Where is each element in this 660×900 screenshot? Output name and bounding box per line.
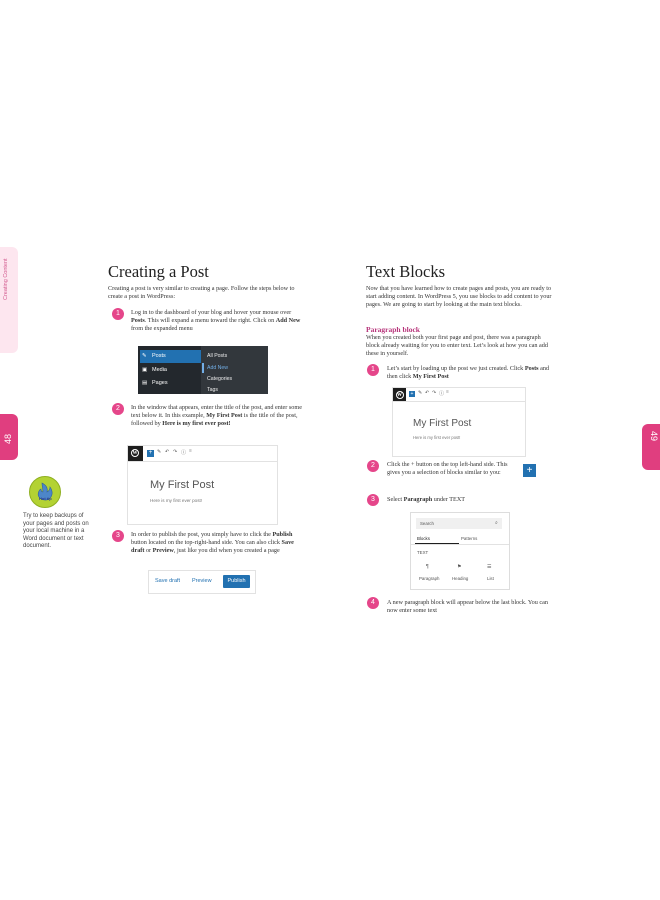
info-icon[interactable]: ⓘ <box>181 451 187 456</box>
list-icon: ☰ <box>487 564 492 570</box>
submenu-tags[interactable]: Tags <box>207 387 218 393</box>
add-block-button[interactable]: + <box>410 391 414 397</box>
editor-screenshot-left <box>127 445 278 525</box>
hot-tip-badge <box>29 476 61 508</box>
intro-right: Now that you have learned how to create pages and posts, you are ready to start adding content. In WordPress 5, you use blocks to add content to your pages. We are going to start by looking at the main text blocks. <box>366 285 552 308</box>
posts-highlight <box>140 350 203 363</box>
block-inserter-panel <box>410 512 510 590</box>
post-title[interactable]: My First Post <box>150 479 215 491</box>
sub-intro: When you created both your first page and post, there was a paragraph block already waiting for you to enter text. Let’s look at how you can add these in yourself. <box>366 334 548 357</box>
step-text: Select Paragraph under TEXT <box>387 496 466 503</box>
block-heading[interactable]: Heading <box>452 576 469 581</box>
wordpress-icon: W <box>397 392 402 398</box>
menu-item-pages[interactable]: Pages <box>152 380 168 386</box>
step-text: A new paragraph block will appear below the last block. You can now enter some text <box>387 599 549 614</box>
list-view-icon[interactable]: ≡ <box>189 449 192 454</box>
tab-blocks[interactable]: Blocks <box>417 536 430 541</box>
edit-icon[interactable]: ✎ <box>157 450 162 455</box>
undo-icon[interactable]: ↶ <box>425 391 430 396</box>
block-list[interactable]: List <box>487 576 494 581</box>
wp-posts-submenu <box>201 346 268 394</box>
save-draft-button[interactable]: Save draft <box>155 578 181 584</box>
preview-button[interactable]: Preview <box>192 578 212 584</box>
menu-item-posts[interactable]: Posts <box>152 353 166 359</box>
step-text: Let’s start by loading up the post we just created. Click Posts and then click My First Post <box>387 365 550 380</box>
post-title[interactable]: My First Post <box>413 418 472 429</box>
search-icon: ⌕ <box>495 520 498 526</box>
redo-icon[interactable]: ↷ <box>173 450 178 455</box>
tab-patterns[interactable]: Patterns <box>461 536 478 541</box>
section-label: Creating Content <box>3 258 9 300</box>
wordpress-icon: W <box>132 451 138 456</box>
step-number: 2 <box>367 460 379 472</box>
add-block-button[interactable]: + <box>148 450 153 456</box>
redo-icon[interactable]: ↷ <box>432 391 437 396</box>
page-number-right: 49 <box>649 430 659 441</box>
info-icon[interactable]: ⓘ <box>439 392 445 397</box>
list-view-icon[interactable]: ≡ <box>446 390 449 395</box>
hot-tip-label: Hot tip <box>39 496 52 501</box>
subheading-paragraph-block: Paragraph block <box>366 325 420 334</box>
post-body-text[interactable]: Here is my first ever post! <box>413 435 461 440</box>
media-icon: ▣ <box>142 367 148 373</box>
block-paragraph[interactable]: Paragraph <box>419 576 440 581</box>
pages-icon: ▤ <box>142 380 148 386</box>
step-number: 4 <box>367 597 379 609</box>
inserter-plus-button[interactable]: + <box>523 464 536 477</box>
page-title-right: Text Blocks <box>366 262 446 281</box>
step-text: In the window that appears, enter the title of the post, and enter some text below it. In this example, My First Post is the title of the post, followed by Here is my first ever post! <box>131 404 302 427</box>
step-text: Log in to the dashboard of your blog and hover your mouse over Posts. This will expand a menu toward the right. Click on Add New from the expanded menu <box>131 309 301 332</box>
pin-icon: ✎ <box>142 353 147 359</box>
undo-icon[interactable]: ↶ <box>165 450 170 455</box>
page-title-left: Creating a Post <box>108 262 209 281</box>
wp-logo <box>128 446 143 461</box>
step-text: In order to publish the post, you simply have to click the Publish button located on the top-right-hand side. You can also click Save draft or Preview, just like you did when you created a page <box>131 531 294 554</box>
step-text: Click the + button on the top left-hand side. This gives you a selection of blocks similar to you: <box>387 461 508 476</box>
wp-logo <box>393 388 406 401</box>
paragraph-icon: ¶ <box>426 564 429 570</box>
editor-screenshot-right <box>392 387 526 457</box>
publish-button[interactable]: Publish <box>223 575 250 588</box>
hot-tip-flame-icon <box>30 477 60 507</box>
search-placeholder: Search <box>420 521 434 526</box>
step-number: 3 <box>367 494 379 506</box>
hot-tip-text: Try to keep backups of your pages and posts on your local machine in a Word document or text document. <box>23 513 89 550</box>
section-text: TEXT <box>417 550 429 555</box>
step-number: 3 <box>112 530 124 542</box>
submenu-add-new[interactable]: Add New <box>207 365 229 371</box>
step-number: 1 <box>112 308 124 320</box>
menu-item-media[interactable]: Media <box>152 367 167 373</box>
page-number-left: 48 <box>3 433 13 444</box>
post-body-text[interactable]: Here is my first ever post! <box>150 498 203 503</box>
step-number: 2 <box>112 403 124 415</box>
step-number: 1 <box>367 364 379 376</box>
submenu-categories[interactable]: Categories <box>207 376 233 382</box>
submenu-all-posts[interactable]: All Posts <box>207 353 228 359</box>
edit-icon[interactable]: ✎ <box>418 391 423 396</box>
intro-left: Creating a post is very similar to creating a page. Follow the steps below to create a post in WordPress: <box>108 285 295 300</box>
heading-icon: ⚑ <box>457 564 462 570</box>
